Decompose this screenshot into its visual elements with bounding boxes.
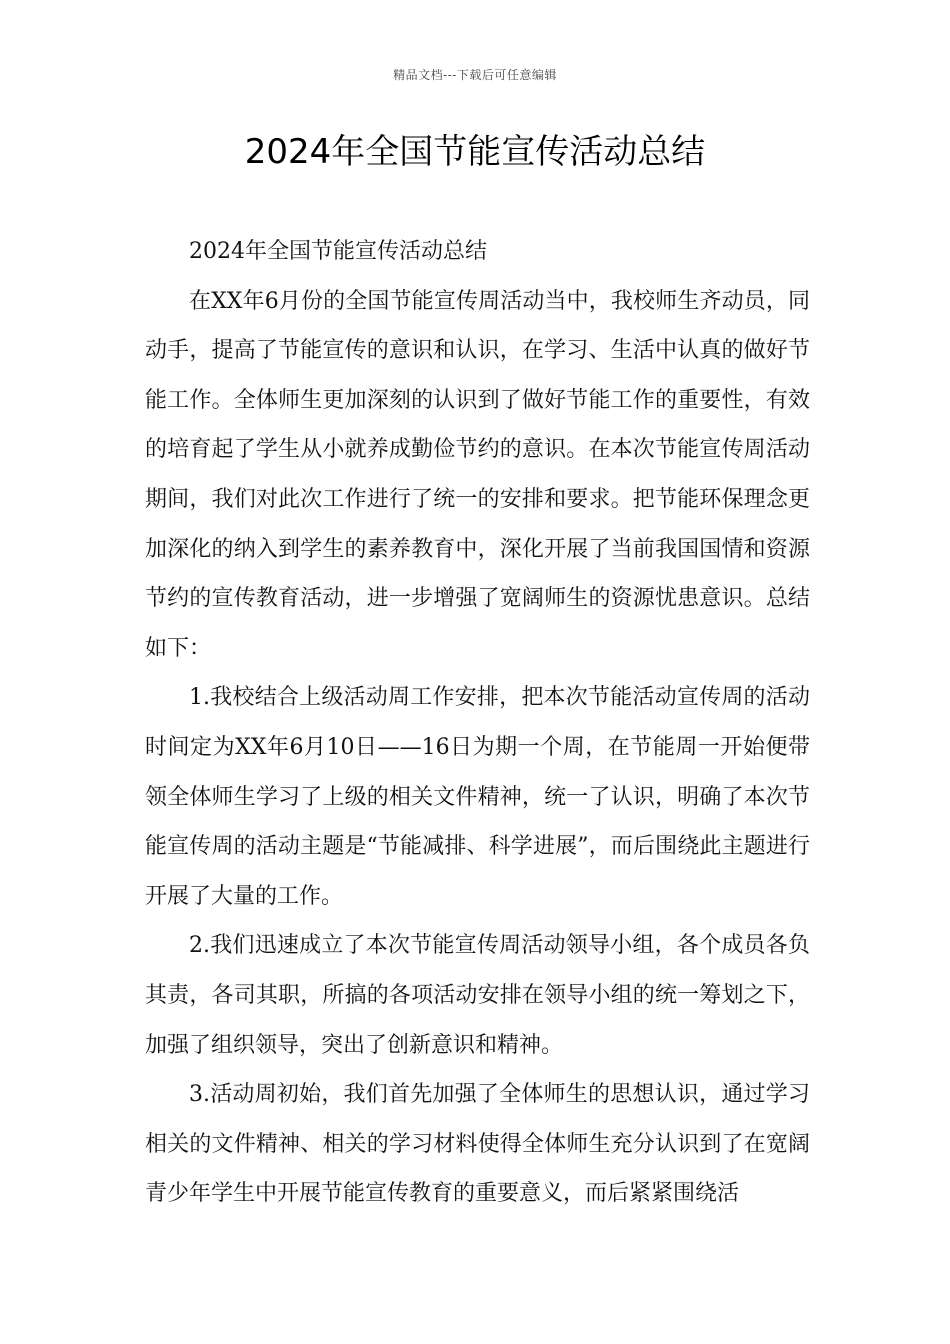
paragraph-item-3: 3.活动周初始，我们首先加强了全体师生的思想认识，通过学习相关的文件精神、相关的学习材料使得全体师生充分认识到了在宽阔青少年学生中开展节能宣传教育的重要意义，而后紧紧围绕活 <box>145 1082 810 1207</box>
paragraph-item-2: 2.我们迅速成立了本次节能宣传周活动领导小组，各个成员各负其责，各司其职，所搞的各项活动安排在领导小组的统一筹划之下，加强了组织领导，突出了创新意识和精神。 <box>145 933 810 1058</box>
header-note: 精品文档---下载后可任意编辑 <box>393 68 557 82</box>
document-title: 2024年全国节能宣传活动总结 <box>244 132 706 172</box>
document-subtitle: 2024年全国节能宣传活动总结 <box>189 239 487 264</box>
paragraph-intro: 在XX年6月份的全国节能宣传周活动当中，我校师生齐动员，同动手，提高了节能宣传的意识和认识，在学习、生活中认真的做好节能工作。全体师生更加深刻的认识到了做好节能工作的重要性，有效的培育起了学生从小就养成勤俭节约的意识。在本次节能宣传周活动期间，我们对此次工作进行了统一的安排和要求。把节能环保理念更加深化的纳入到学生的素养教育中，深化开展了当前我国国情和资源节约的宣传教育活动，进一步增强了宽阔师生的资源忧患意识。总结如下： <box>145 288 810 661</box>
paragraph-item-1: 1.我校结合上级活动周工作安排，把本次节能活动宣传周的活动时间定为XX年6月10日——16日为期一个周，在节能周一开始便带领全体师生学习了上级的相关文件精神，统一了认识，明确了本次节能宣传周的活动主题是“节能减排、科学进展”，而后围绕此主题进行开展了大量的工作。 <box>145 685 810 909</box>
document-body <box>145 227 810 1219</box>
